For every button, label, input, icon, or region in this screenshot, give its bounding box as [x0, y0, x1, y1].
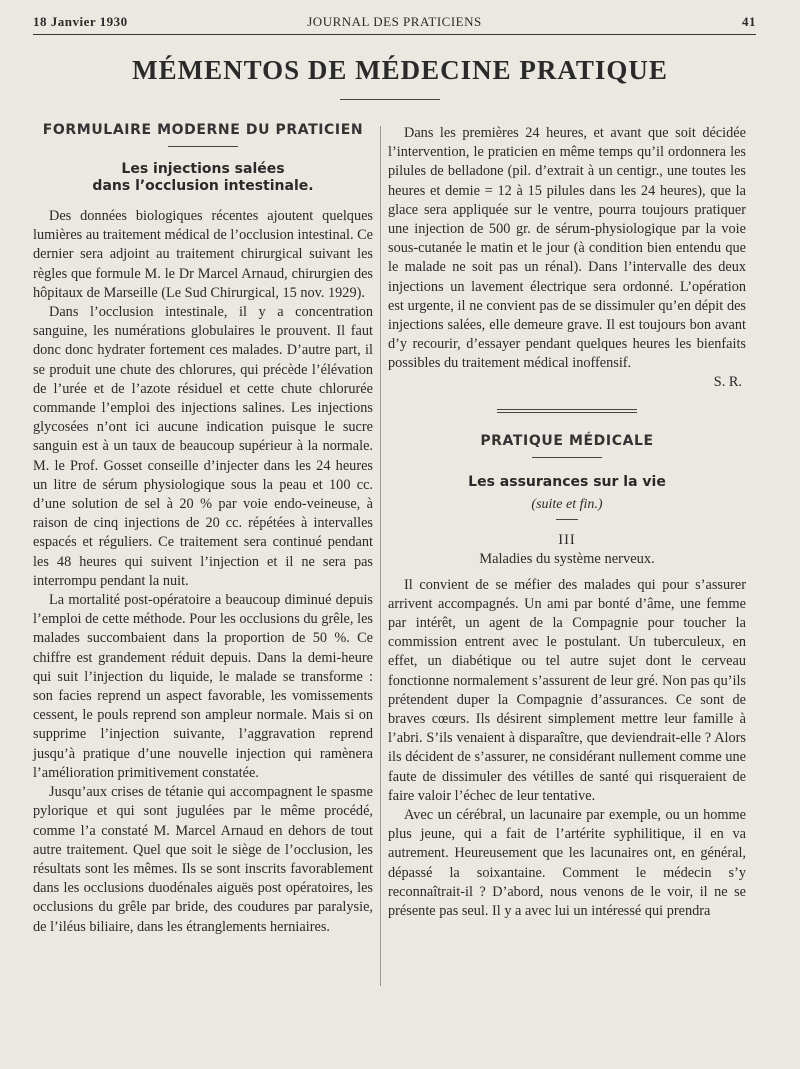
- section-heading-pratique: PRATIQUE MÉDICALE: [480, 432, 654, 449]
- section-heading-formulaire: FORMULAIRE MODERNE DU PRATICIEN: [42, 122, 364, 138]
- article-title-line-2: dans l’occlusion intestinale.: [92, 178, 314, 194]
- paragraph: Jusqu’aux crises de tétanie qui accompagnent le spasme pylorique et qui sont jugulées par le même procédé, comme l’a constaté M. Marcel Arnaud en dehors de tout autre traitement. Quel que soit le siège de l’occlusion, les résultats sont les mêmes. Ils se sont inscrits favorablement dans les occlusions duodénales aiguës post opératoires, les occlusions du grêle par bride, des coudures par paralysie, de l’iléus biliaire, dans les étranglements herniaires.: [33, 784, 373, 935]
- article-subtitle: (suite et fin.): [531, 496, 603, 512]
- author-signature: S. R.: [713, 373, 742, 390]
- article-title-line-1: Les injections salées: [121, 161, 285, 177]
- running-header: [33, 12, 756, 35]
- small-rule: [556, 519, 578, 520]
- article-title: Les assurances sur la vie: [468, 473, 666, 490]
- section-rule: [168, 146, 238, 147]
- chapter-number: III: [558, 531, 576, 548]
- paragraph: La mortalité post-opératoire a beaucoup diminué depuis l’emploi de cette méthode. Pour les occlusions du grêle, les malades succombaient dans la proportion de 50 %. Ce chiffre est grandement réduit depuis. Dans la demi-heure qui suit l’injection du liquide, le malade se transforme : son facies reprend un aspect favorable, les vomissements cessent, le pouls reprend son ampleur normale. Mais si on supprime l’injection suivante, l’aggravation reprend jusqu’à pratique d’une nouvelle injection qui ramènera l’amélioration primitivement constatée.: [33, 592, 373, 781]
- paragraph: Des données biologiques récentes ajoutent quelques lumières au traitement médical de l’occlusion intestinal. Ce dernier sera adjoint au traitement chirurgical suivant les règles que formule M. le Dr Marcel Arnaud, chirurgien des hôpitaux de Marseille (Le Sud Chirurgical, 15 nov. 1929).: [33, 208, 373, 301]
- article-separator: [497, 409, 637, 413]
- title-rule: [340, 99, 440, 100]
- page-title: MÉMENTOS DE MÉDECINE PRATIQUE: [132, 55, 668, 85]
- paragraph: Dans l’occlusion intestinale, il y a concentration sanguine, les numérations globulaires le prouvent. Il faut donc donc hydrater fortement ces malades. D’autre part, il se produit une chute des chlorures, qui précède l’élévation de l’urée et de l’azote résiduel et cette chute chlorurée commande l’emploi des injections salines. Les injections glycosées n’ont ici aucune indication puisque le sucre sanguin est à un taux de beaucoup supérieur à la normale. M. le Prof. Gosset conseille d’injecter dans les 24 heures un litre de sérum physiologique sous la peau et 100 cc. d’une solution de sel à 20 % par voie endo-veineuse, à raison de cinq injections de 20 cc. répétées à intervalles espacés et réguliers. Ce traitement sera continué pendant les 48 heures qui suivent l’injection et il ne sera pas interrompu pendant la nuit.: [33, 304, 373, 589]
- subsection-heading: Maladies du système nerveux.: [479, 550, 655, 567]
- section-rule: [532, 457, 602, 458]
- left-column: [33, 122, 373, 937]
- page-number: 41: [742, 14, 756, 29]
- paragraph-continued: Dans les premières 24 heures, et avant que soit décidée l’intervention, le praticien en même temps qu’il ordonnera les pilules de belladone (pil. d’extrait à un centigr., une toutes les heures et demie = 12 à 15 pilules dans les 24 heures), que la glace sera appliquée sur le ventre, pourra toujours pratiquer une injection de 500 gr. de sérum-physiologique par la voie sous-cutanée le matin et le jour (à condition bien entendu que le malade ne soit pas un rénal). Dans l’intervalle des deux injections un lavement électrique sera ordonné. L’opération est urgente, il ne convient pas de se dissimuler qu’en dépit des injections salées, elle demeure grave. Il est toujours bon avant d’y recourir, d’essayer pendant quelques heures les bienfaits possibles du traitement médical inoffensif.: [388, 125, 746, 372]
- issue-date: 18 Janvier 1930: [33, 14, 128, 29]
- journal-name: JOURNAL DES PRATICIENS: [307, 14, 482, 29]
- paragraph: Il convient de se méfier des malades qui pour s’assurer arrivent accompagnés. Un ami par bonté d’âme, une femme par intérêt, un agent de la Compagnie pour toucher la commission entrent avec le postulant. Un tuberculeux, en effet, un diabétique ou tel autre sujet dont le cerveau fonctionne normalement s’assurent de leur gré. Non pas qu’ils prétendent duper la Compagnie d’assurances. Ce sont de braves cœurs. Ils désirent simplement mettre leur famille à l’abri. S’ils venaient à disparaître, que deviendrait-elle ? Alors ils décident de s’assurer, ne considérant nullement comme une faute de dissimuler des vétilles de santé qui risqueraient de faire valoir l’échec de leur tentative.: [388, 576, 746, 804]
- column-divider: [380, 126, 381, 986]
- paragraph: Avec un cérébral, un lacunaire par exemple, ou un homme plus jeune, qui a fait de l’artérite syphilitique, il en va autrement. Heureusement que les lacunaires ont, en général, dépassé la soixantaine. Comment le médecin s’y reconnaîtrait-il ? D’abord, nous venons de le voir, il ne se présente pas seul. Il y a avec lui un intéressé qui prendra: [388, 807, 746, 920]
- right-column: [388, 124, 746, 921]
